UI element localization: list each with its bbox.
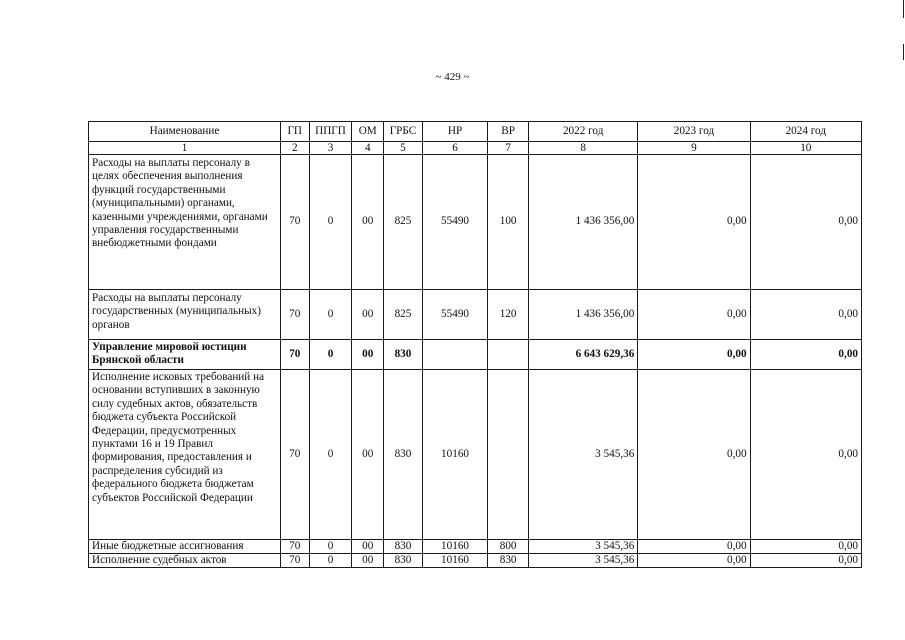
column-number: 6 xyxy=(422,142,487,155)
row-2024: 0,00 xyxy=(750,554,861,568)
row-ppgp: 0 xyxy=(309,290,352,340)
row-gp: 70 xyxy=(280,290,309,340)
row-ppgp: 0 xyxy=(309,370,352,540)
row-name: Исполнение судебных актов xyxy=(89,554,281,568)
row-2022: 1 436 356,00 xyxy=(529,155,638,290)
row-2022: 1 436 356,00 xyxy=(529,290,638,340)
header-ppgp: ППГП xyxy=(309,122,352,142)
column-number: 10 xyxy=(750,142,861,155)
header-name: Наименование xyxy=(89,122,281,142)
row-gp: 70 xyxy=(280,370,309,540)
row-2024: 0,00 xyxy=(750,540,861,554)
row-ppgp: 0 xyxy=(309,540,352,554)
row-ppgp: 0 xyxy=(309,340,352,370)
header-nr: НР xyxy=(422,122,487,142)
row-om: 00 xyxy=(352,370,384,540)
header-2023: 2023 год xyxy=(638,122,750,142)
row-gp: 70 xyxy=(280,554,309,568)
row-2023: 0,00 xyxy=(638,290,750,340)
row-gp: 70 xyxy=(280,340,309,370)
row-name: Иные бюджетные ассигнования xyxy=(89,540,281,554)
row-2023: 0,00 xyxy=(638,554,750,568)
row-vr xyxy=(488,340,529,370)
row-2022: 3 545,36 xyxy=(529,554,638,568)
row-om: 00 xyxy=(352,554,384,568)
table-row xyxy=(89,155,862,290)
row-2023: 0,00 xyxy=(638,155,750,290)
row-nr: 55490 xyxy=(422,155,487,290)
scan-mark-top xyxy=(903,0,904,18)
row-name: Расходы на выплаты персоналу государственных (муниципальных) органов xyxy=(89,290,281,340)
header-2024: 2024 год xyxy=(750,122,861,142)
header-2022: 2022 год xyxy=(529,122,638,142)
row-2024: 0,00 xyxy=(750,290,861,340)
column-number: 4 xyxy=(352,142,384,155)
row-grbs: 830 xyxy=(384,340,423,370)
row-om: 00 xyxy=(352,155,384,290)
row-om: 00 xyxy=(352,340,384,370)
row-name: Расходы на выплаты персоналу в целях обеспечения выполнения функций государственными (муниципальными) органами, казенными учреждениями, органами управления государственными внебюджетными фондами xyxy=(89,155,281,290)
row-name: Управление мировой юстиции Брянской области xyxy=(89,340,281,370)
row-2023: 0,00 xyxy=(638,370,750,540)
row-2022: 6 643 629,36 xyxy=(529,340,638,370)
table-row-bold xyxy=(89,340,862,370)
column-number: 2 xyxy=(280,142,309,155)
table-row xyxy=(89,554,862,568)
page-number: ~ 429 ~ xyxy=(435,71,470,83)
column-number: 5 xyxy=(384,142,423,155)
row-nr: 55490 xyxy=(422,290,487,340)
row-grbs: 825 xyxy=(384,290,423,340)
row-grbs: 830 xyxy=(384,540,423,554)
row-name: Исполнение исковых требований на основании вступивших в законную силу судебных актов, обязательств бюджета субъекта Российской Федерации, предусмотренных пунктами 16 и 19 Правил формирования, предоставления и распределения субсидий из федерального бюджета бюджетам субъектов Российской Федерации xyxy=(89,370,281,540)
row-om: 00 xyxy=(352,290,384,340)
row-om: 00 xyxy=(352,540,384,554)
header-row xyxy=(89,122,862,142)
header-om: ОМ xyxy=(352,122,384,142)
row-2022: 3 545,36 xyxy=(529,540,638,554)
column-number: 8 xyxy=(529,142,638,155)
column-number-row xyxy=(89,142,862,155)
column-number: 3 xyxy=(309,142,352,155)
row-2024: 0,00 xyxy=(750,340,861,370)
row-ppgp: 0 xyxy=(309,155,352,290)
table-row xyxy=(89,370,862,540)
row-grbs: 830 xyxy=(384,370,423,540)
row-vr: 120 xyxy=(488,290,529,340)
header-grbs: ГРБС xyxy=(384,122,423,142)
column-number: 9 xyxy=(638,142,750,155)
scan-mark-middle xyxy=(903,44,904,60)
row-2023: 0,00 xyxy=(638,340,750,370)
row-nr: 10160 xyxy=(422,554,487,568)
table-row xyxy=(89,540,862,554)
row-nr: 10160 xyxy=(422,540,487,554)
row-gp: 70 xyxy=(280,155,309,290)
budget-table xyxy=(88,121,862,568)
header-vr: ВР xyxy=(488,122,529,142)
row-vr xyxy=(488,370,529,540)
row-2022: 3 545,36 xyxy=(529,370,638,540)
row-vr: 800 xyxy=(488,540,529,554)
row-2024: 0,00 xyxy=(750,370,861,540)
header-gp: ГП xyxy=(280,122,309,142)
row-ppgp: 0 xyxy=(309,554,352,568)
row-nr: 10160 xyxy=(422,370,487,540)
row-2024: 0,00 xyxy=(750,155,861,290)
row-vr: 830 xyxy=(488,554,529,568)
table-row xyxy=(89,290,862,340)
column-number: 7 xyxy=(488,142,529,155)
row-grbs: 830 xyxy=(384,554,423,568)
row-vr: 100 xyxy=(488,155,529,290)
row-2023: 0,00 xyxy=(638,540,750,554)
row-gp: 70 xyxy=(280,540,309,554)
row-nr xyxy=(422,340,487,370)
row-grbs: 825 xyxy=(384,155,423,290)
column-number: 1 xyxy=(89,142,281,155)
